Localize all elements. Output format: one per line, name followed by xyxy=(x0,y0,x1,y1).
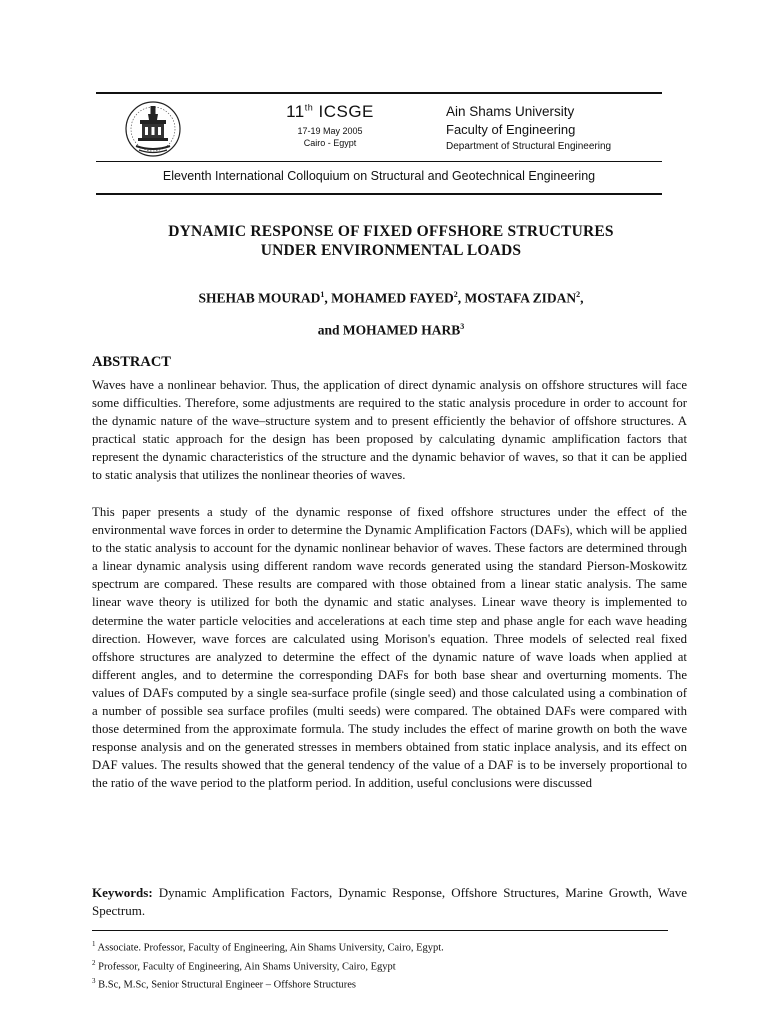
keywords xyxy=(92,884,687,921)
author-affiliation-mark: 2 xyxy=(576,290,581,299)
author-name: MOSTAFA ZIDAN xyxy=(464,290,577,306)
abstract-paragraph-2: This paper presents a study of the dynamic response of fixed offshore structures under the effect of the environmental wave forces in order to determine the Dynamic Amplification Factors (DAFs), which will be applied to the static analysis to account for the dynamic nonlinear behavior of waves. These factors are determined through a linear dynamic analysis using different random wave records generated using the standard Pierson-Moskowitz spectrum are compared. These results are compared with those obtained from a linear static analysis. The same linear wave theory is utilized for both the dynamic and static analyses. Linear wave theory is implemented to determine the water particle velocities and accelerations at each time step and phase angle for each wave heading direction. However, wave forces are calculated using Morison's equation. Three models of selected real fixed offshore structures are analyzed to determine the effect of the dynamic nature of wave loads when applied at different angles, and to determine the corresponding DAFs for both base shear and overturning moments. The values of DAFs computed by a single sea-surface profile (single seed) and those calculated using a combination of a number of possible sea surface profiles (multi seeds) were compared. The obtained DAFs were compared with those determined from the approximate formula. The study includes the effect of marine growth on both the wave response analysis and on the generated stresses in members obtained from static inplace analysis, and its effect on DAF values. The results showed that the general tendency of the value of a DAF is to be inversely proportional to the ratio of the wave period to the platform period. In addition, useful conclusions were discussed xyxy=(92,505,687,791)
conference-location: Cairo - Egypt xyxy=(303,138,357,148)
paper-title-line-2: UNDER ENVIRONMENTAL LOADS xyxy=(260,242,522,259)
faculty-name: Faculty of Engineering xyxy=(446,122,576,137)
keywords-label: Keywords: xyxy=(92,885,153,900)
conference-block xyxy=(250,102,410,148)
conference-name: 11th ICSGE xyxy=(286,102,374,121)
author-name: MOHAMED HARB xyxy=(342,322,461,338)
header-bottom-rule xyxy=(96,193,662,195)
abstract-heading: ABSTRACT xyxy=(92,354,171,370)
author-affiliation-mark: 2 xyxy=(453,290,458,299)
university-name: Ain Shams University xyxy=(446,104,575,119)
footnote: $^2$ Professor, Faculty of Engineering, Ain Shams University, Cairo, Egypt xyxy=(92,958,396,972)
faculty-logo-icon xyxy=(124,100,182,158)
colloquium-name: Eleventh International Colloquium on Structural and Geotechnical Engineering xyxy=(162,169,596,183)
author-list-last: and MOHAMED HARB$^3$ xyxy=(317,322,465,338)
paper-title xyxy=(96,222,686,260)
keywords-list: Dynamic Amplification Factors, Dynamic Response, Offshore Structures, Marine Growth, Wave Spectrum. xyxy=(92,885,687,919)
footnote: $^1$ Associate. Professor, Faculty of Engineering, Ain Shams University, Cairo, Egypt. xyxy=(92,940,444,954)
conference-dates: 17-19 May 2005 xyxy=(297,126,363,136)
university-block xyxy=(446,104,611,152)
author-affiliation-mark: 1 xyxy=(320,290,325,299)
department-name: Department of Structural Engineering xyxy=(446,141,612,152)
footnote-rule xyxy=(92,930,668,931)
abstract-paragraph-1: Waves have a nonlinear behavior. Thus, the application of direct dynamic analysis on offshore structures will face some difficulties. Therefore, some adjustments are required to the static analysis procedure in order to account for the dynamic nature of the wave–structure system and to present efficiently the behavior of offshore structures. A practical static approach for the design has been proposed by calculating dynamic amplification factors that represent the dynamic characteristics of the structure and the dynamic behavior of waves, so that it can be applied to static analysis that utilizes the nonlinear theories of waves. xyxy=(92,378,687,483)
author-affiliation-mark: 3 xyxy=(460,322,465,331)
footnotes xyxy=(92,937,444,993)
footnote: $^3$ B.Sc, M.Sc, Senior Structural Engineer – Offshore Structures xyxy=(92,977,357,991)
author-name: MOHAMED FAYED xyxy=(331,290,454,306)
author-list: SHEHAB MOURAD$^1$, MOHAMED FAYED$^2$, MOSTAFA ZIDAN$^2$, xyxy=(198,290,584,306)
paper-title-line-1: DYNAMIC RESPONSE OF FIXED OFFSHORE STRUCTURES xyxy=(168,223,614,240)
header-top-rule xyxy=(96,92,662,94)
author-name: SHEHAB MOURAD xyxy=(198,290,321,306)
header-middle-rule xyxy=(96,161,662,162)
